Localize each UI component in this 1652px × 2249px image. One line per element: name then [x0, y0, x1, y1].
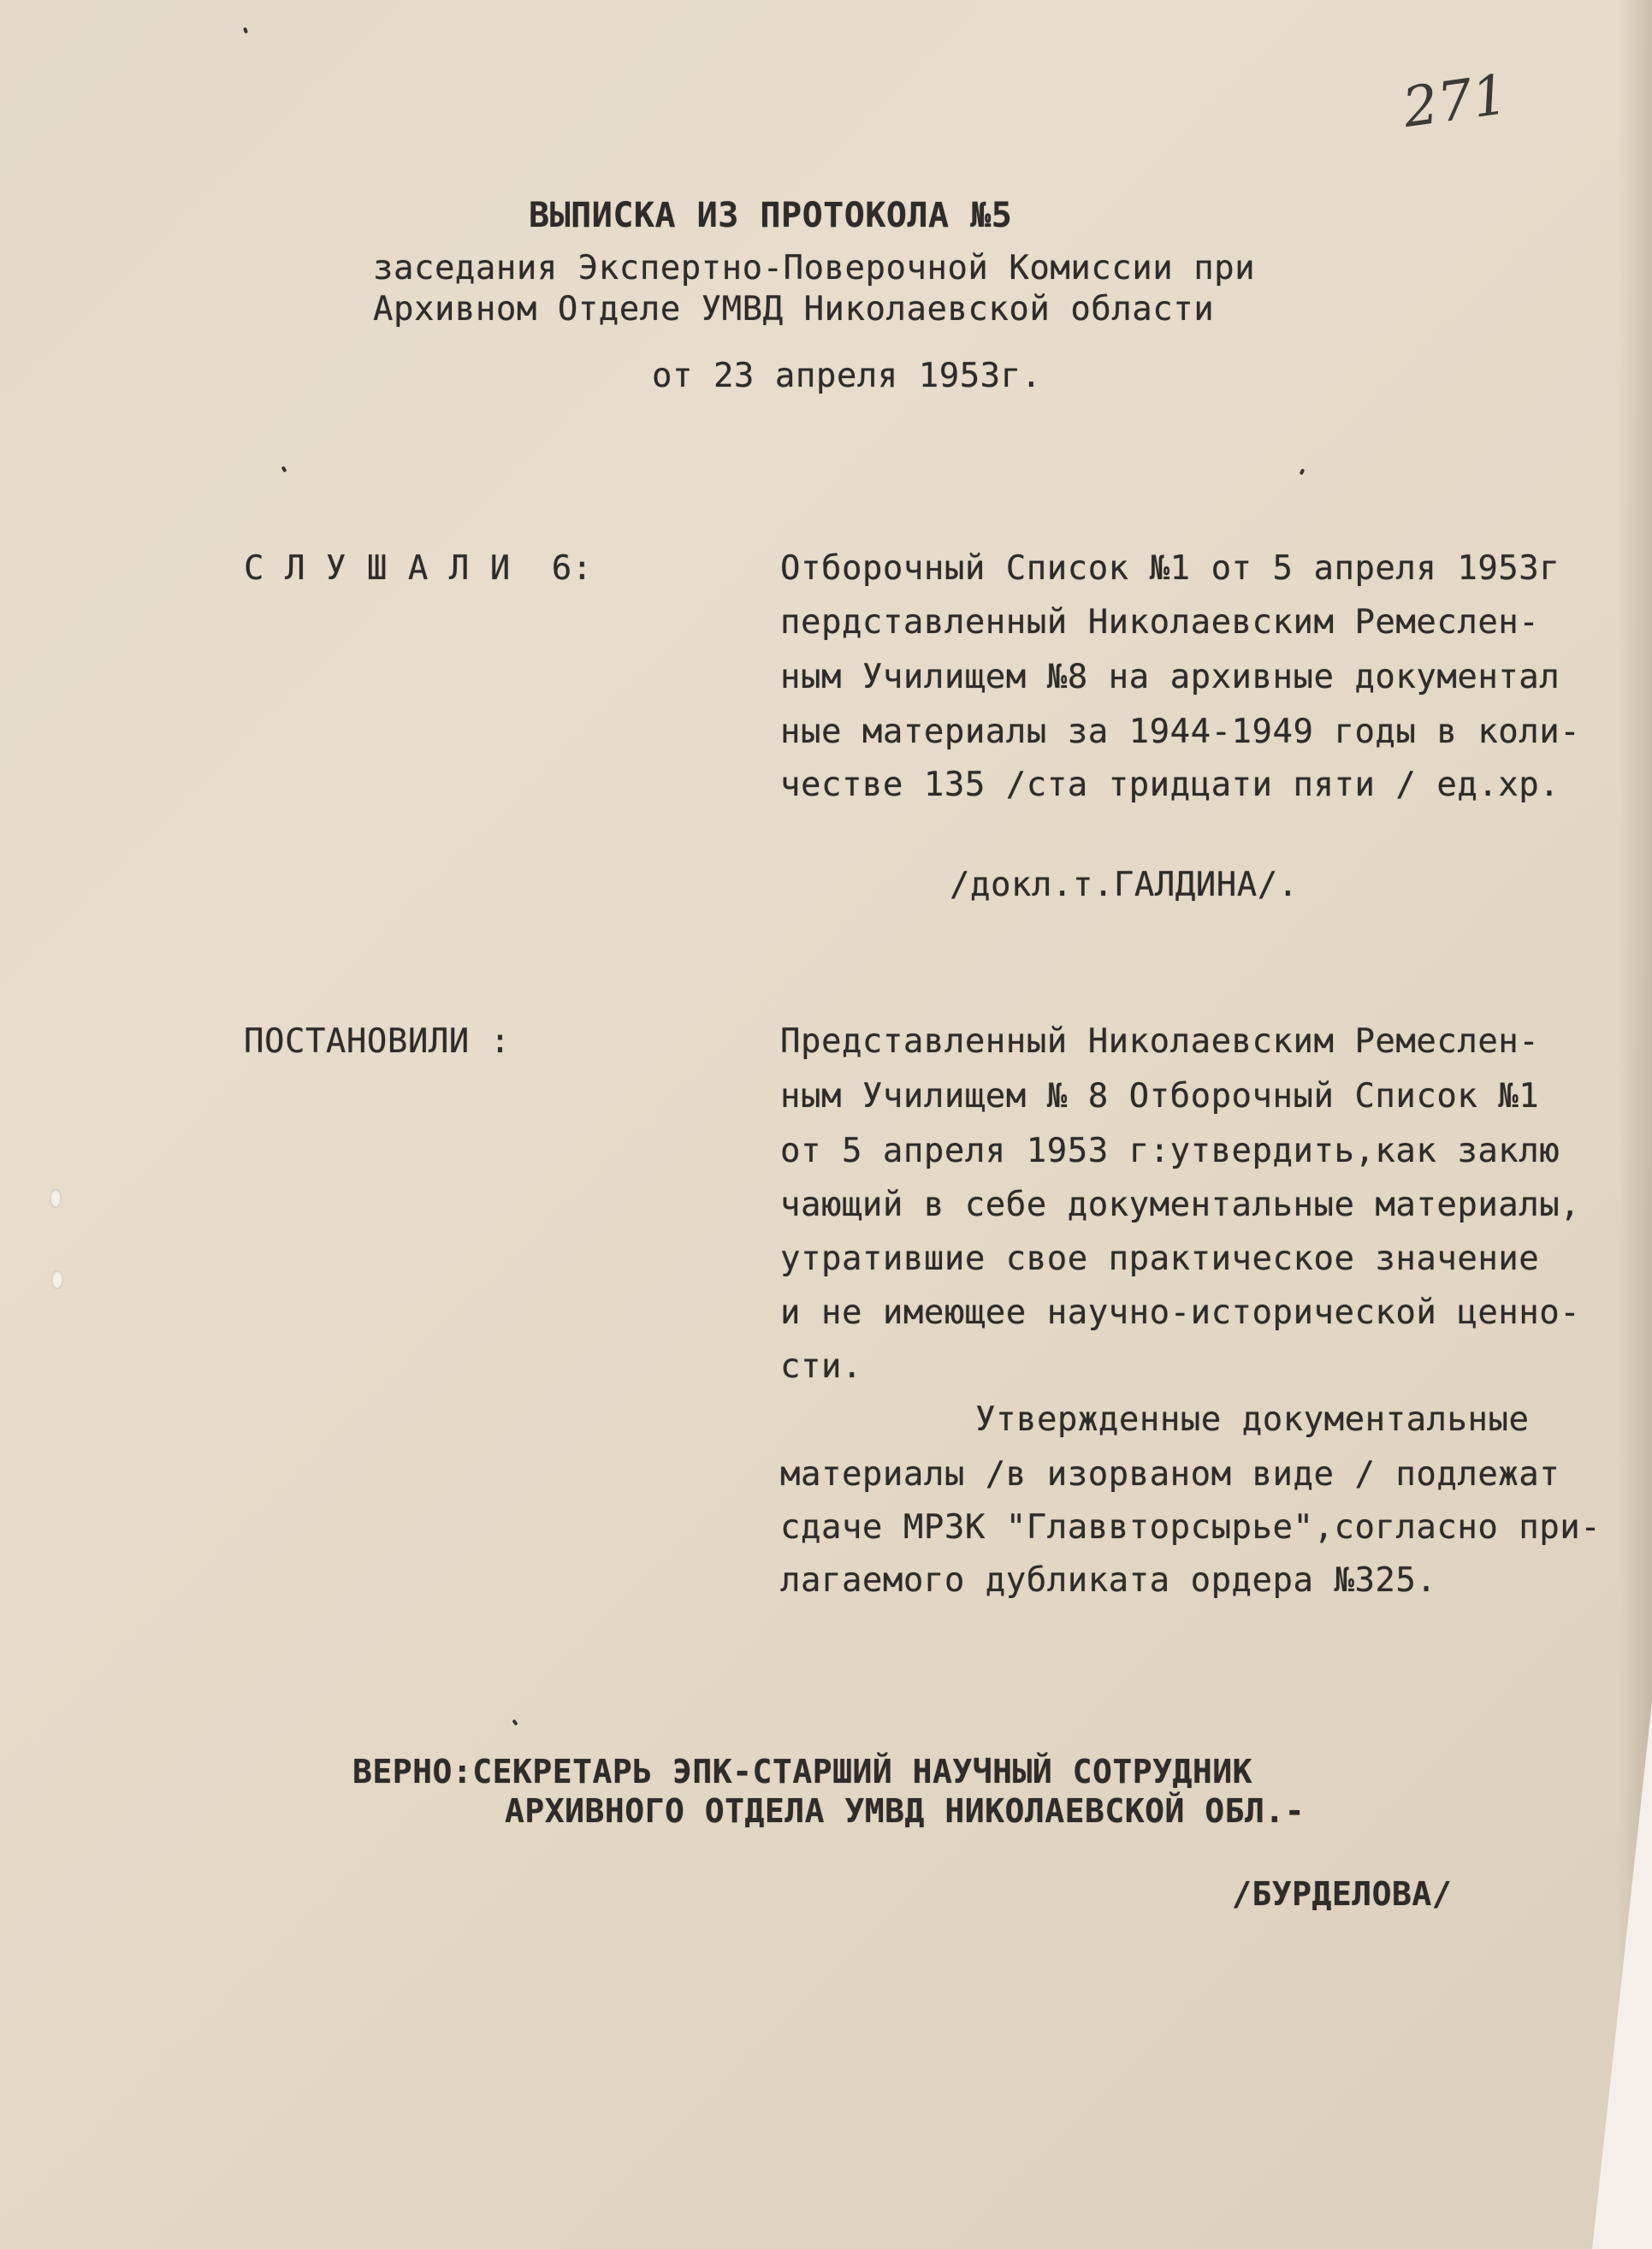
certification-line-1: ВЕРНО:СЕКРЕТАРЬ ЭПК-СТАРШИЙ НАУЧНЫЙ СОТРУДНИК: [352, 1753, 1253, 1790]
resolved-p2-line: лагаемого дубликата ордера №325.: [780, 1561, 1437, 1600]
header-line-2: Архивном Отделе УМВД Николаевской области: [373, 290, 1215, 328]
torn-corner: [1592, 1702, 1652, 2249]
resolved-p2-line: сдаче МРЗК "Главвторсырье",согласно при-: [780, 1508, 1602, 1547]
certification-line-2: АРХИВНОГО ОТДЕЛА УМВД НИКОЛАЕВСКОЙ ОБЛ.-: [505, 1792, 1306, 1830]
resolved-line: и не имеющее научно-исторической ценно-: [780, 1293, 1581, 1332]
ink-speck: [243, 27, 248, 34]
punch-hole: [51, 1270, 63, 1289]
heard-line: пердставленный Николаевским Ремеслен-: [780, 603, 1540, 642]
heard-line: Отборочный Список №1 от 5 апреля 1953г: [780, 549, 1560, 588]
reporter-note: /докл.т.ГАЛДИНА/.: [950, 866, 1299, 904]
heard-label: С Л У Ш А Л И 6:: [244, 549, 593, 588]
heard-line: ные материалы за 1944-1949 годы в коли-: [780, 713, 1581, 751]
header-line-1: заседания Экспертно-Поверочной Комиссии при: [373, 249, 1256, 287]
resolved-line: ным Училищем № 8 Отборочный Список №1: [780, 1077, 1540, 1116]
resolved-p2-line: материалы /в изорваном виде / подлежат: [780, 1455, 1560, 1494]
ink-speck: [281, 465, 287, 472]
signature: /БУРДЕЛОВА/: [1232, 1875, 1453, 1913]
resolved-line: чающий в себе документальные материалы,: [780, 1186, 1581, 1224]
resolved-p2-line: Утвержденные документальные: [975, 1400, 1530, 1439]
heard-line: честве 135 /ста тридцати пяти / ед.хр.: [780, 766, 1560, 804]
header-date: от 23 апреля 1953г.: [652, 357, 1042, 395]
resolved-line: от 5 апреля 1953 г:утвердить,как заклю: [780, 1132, 1560, 1170]
ink-speck: [512, 1719, 518, 1725]
resolved-line: утратившие свое практическое значение: [780, 1240, 1540, 1278]
page-number: 271: [1399, 62, 1512, 141]
resolved-line: Представленный Николаевским Ремеслен-: [780, 1022, 1540, 1061]
ink-speck: [1300, 468, 1306, 475]
heard-line: ным Училищем №8 на архивные документал: [780, 658, 1560, 696]
punch-hole: [50, 1189, 62, 1208]
resolved-line: сти.: [780, 1347, 862, 1386]
document-title: ВЫПИСКА ИЗ ПРОТОКОЛА №5: [529, 196, 1013, 235]
resolved-label: ПОСТАНОВИЛИ :: [244, 1022, 511, 1061]
